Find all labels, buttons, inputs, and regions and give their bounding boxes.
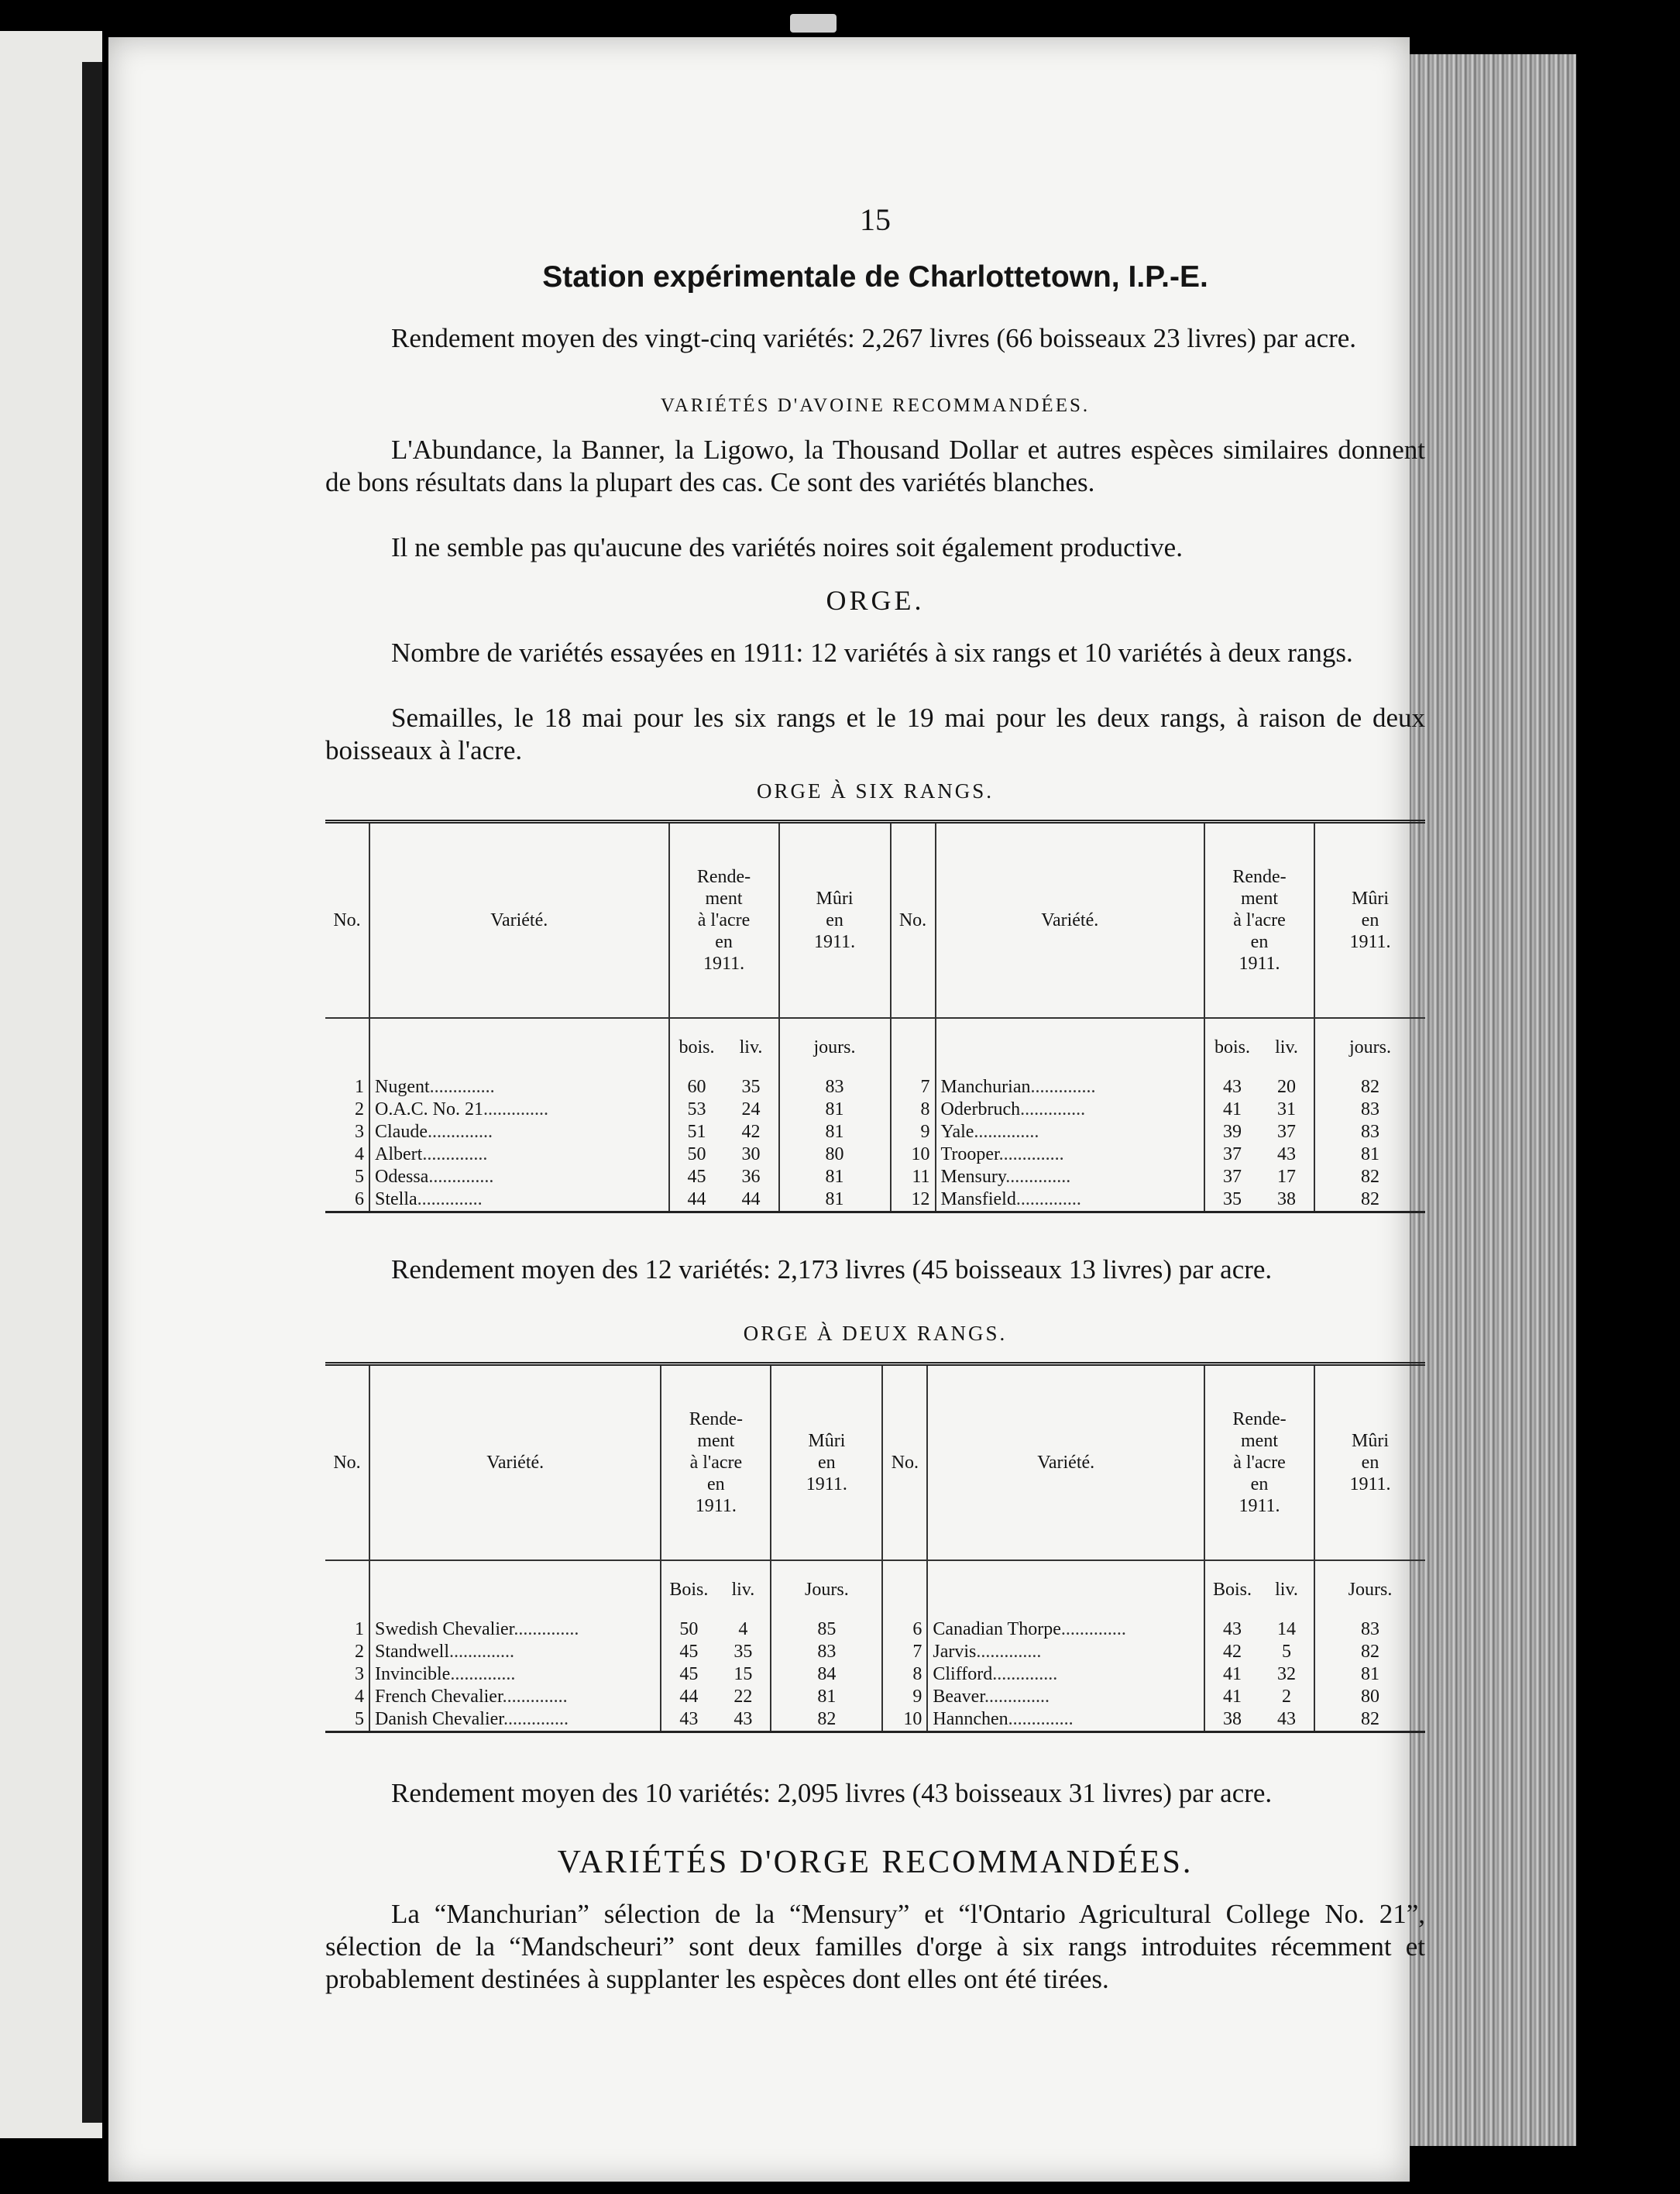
yield-bushels: 44 [687, 1189, 706, 1209]
days-to-ripen: 82 [1361, 1709, 1379, 1729]
six-row-average-paragraph: Rendement moyen des 12 variétés: 2,173 livres (45 boisseaux 13 livres) par acre. [391, 1254, 1273, 1284]
yield-bushels: 37 [1223, 1144, 1242, 1164]
row-number: 10 [891, 1143, 936, 1166]
sowing-paragraph: Semailles, le 18 mai pour les six rangs et le 19 mai pour les deux rangs, à raison de deux boisseaux à l'acre. [325, 703, 1425, 765]
yield-pounds: 42 [724, 1121, 779, 1143]
variety-name: Jarvis.............. [927, 1641, 1204, 1663]
variety-name: Beaver.............. [927, 1686, 1204, 1708]
two-row-caption: ORGE À DEUX RANGS. [743, 1322, 1008, 1345]
row-number: 7 [891, 1076, 936, 1099]
days-to-ripen: 83 [779, 1076, 891, 1099]
row-number: 5 [325, 1166, 369, 1188]
unit-bois-b: bois. [1204, 1018, 1259, 1076]
variety-name: Odessa.............. [369, 1166, 669, 1188]
unit-bois: Bois. [661, 1560, 716, 1618]
unit-liv: liv. [716, 1560, 771, 1618]
variety-name: Swedish Chevalier.............. [369, 1618, 661, 1641]
yield-bushels: 43 [1223, 1077, 1242, 1097]
varieties-tested-paragraph: Nombre de variétés essayées en 1911: 12 variétés à six rangs et 10 variétés à deux rangs. [391, 638, 1353, 668]
unit-liv: liv. [724, 1018, 779, 1076]
scan-mark [790, 14, 837, 33]
days-to-ripen: 82 [771, 1708, 882, 1732]
days-to-ripen: 83 [771, 1641, 882, 1663]
variety-name: Yale.............. [936, 1121, 1204, 1143]
col-yield-b: Rende- ment à l'acre en 1911. [1204, 822, 1314, 1019]
yield-pounds: 22 [716, 1686, 771, 1708]
row-number: 2 [325, 1099, 369, 1121]
days-to-ripen: 82 [1361, 1189, 1379, 1209]
yield-bushels: 41 [1223, 1664, 1242, 1684]
variety-name: Albert.............. [369, 1143, 669, 1166]
units-row [325, 1018, 1425, 1076]
yield-bushels: 45 [687, 1167, 706, 1187]
variety-name: Oderbruch.............. [936, 1099, 1204, 1121]
col-ripe: Mûri en 1911. [771, 1364, 882, 1561]
days-to-ripen: 83 [1361, 1122, 1379, 1142]
col-no-b: No. [882, 1364, 927, 1561]
table-row [325, 1188, 1425, 1212]
row-number: 10 [882, 1708, 927, 1732]
yield-pounds: 44 [724, 1188, 779, 1212]
yield-bushels: 43 [1223, 1619, 1242, 1639]
days-to-ripen: 81 [771, 1686, 882, 1708]
yield-bushels: 41 [1223, 1099, 1242, 1119]
row-number: 7 [882, 1641, 927, 1663]
days-to-ripen: 81 [779, 1099, 891, 1121]
variety-name: Claude.............. [369, 1121, 669, 1143]
variety-name: Canadian Thorpe.............. [927, 1618, 1204, 1641]
facing-page-edge [0, 31, 102, 2138]
yield-pounds: 5 [1259, 1641, 1314, 1663]
barley-recommended-heading: VARIÉTÉS D'ORGE RECOMMANDÉES. [557, 1845, 1194, 1880]
variety-name: Trooper.............. [936, 1143, 1204, 1166]
barley-recommended-paragraph: La “Manchurian” sélection de la “Mensury” et “l'Ontario Agricultural College No. 21”, sélection de la “Mandscheuri” sont deux familles d'orge à six rangs introduites récemment et probablement destinées à supplanter les espèces dont elles ont été tirées. [325, 1899, 1425, 1994]
col-no: No. [325, 1364, 369, 1561]
yield-bushels: 50 [679, 1619, 699, 1639]
table-row [325, 1166, 1425, 1188]
yield-pounds: 14 [1259, 1618, 1314, 1641]
col-ripe-b: Mûri en 1911. [1349, 889, 1391, 952]
days-to-ripen: 80 [1361, 1687, 1379, 1707]
table-row [325, 1618, 1425, 1641]
yield-pounds: 15 [716, 1663, 771, 1686]
col-no: No. [325, 822, 369, 1019]
yield-bushels: 38 [1223, 1709, 1242, 1729]
days-to-ripen: 83 [1361, 1099, 1379, 1119]
yield-pounds: 32 [1259, 1663, 1314, 1686]
yield-pounds: 38 [1259, 1188, 1314, 1212]
two-row-barley-table [325, 1362, 1425, 1733]
variety-name: Standwell.............. [369, 1641, 661, 1663]
unit-liv-b: liv. [1259, 1560, 1314, 1618]
days-to-ripen: 84 [771, 1663, 882, 1686]
yield-pounds: 43 [716, 1708, 771, 1732]
table-row [325, 1076, 1425, 1099]
unit-jours-b: Jours. [1314, 1560, 1425, 1618]
table-row [325, 1143, 1425, 1166]
yield-bushels: 42 [1223, 1642, 1242, 1662]
col-yield: Rende- ment à l'acre en 1911. [669, 822, 779, 1019]
table-row [325, 1099, 1425, 1121]
days-to-ripen: 82 [1361, 1167, 1379, 1187]
table-row [325, 1686, 1425, 1708]
days-to-ripen: 81 [1361, 1144, 1379, 1164]
col-yield-b: Rende- ment à l'acre en 1911. [1204, 1364, 1314, 1561]
table-row [325, 1121, 1425, 1143]
days-to-ripen: 81 [779, 1121, 891, 1143]
yield-pounds: 37 [1259, 1121, 1314, 1143]
units-row [325, 1560, 1425, 1618]
oats-recommended-paragraph: L'Abundance, la Banner, la Ligowo, la Thousand Dollar et autres espèces similaires donnent de bons résultats dans la plupart des cas. Ce sont des variétés blanches. [325, 435, 1425, 497]
yield-bushels: 43 [679, 1709, 699, 1729]
row-number: 1 [325, 1618, 369, 1641]
barley-heading: ORGE. [826, 585, 925, 616]
row-number: 5 [325, 1708, 369, 1732]
col-ripe: Mûri en 1911. [779, 822, 891, 1019]
oats-recommended-heading: VARIÉTÉS D'AVOINE RECOMMANDÉES. [660, 395, 1091, 416]
col-variety-b: Variété. [936, 822, 1204, 1019]
variety-name: Nugent.............. [369, 1076, 669, 1099]
unit-jours: Jours. [771, 1560, 882, 1618]
yield-pounds: 30 [724, 1143, 779, 1166]
yield-bushels: 37 [1223, 1167, 1242, 1187]
row-number: 6 [882, 1618, 927, 1641]
col-variety-b: Variété. [927, 1364, 1204, 1561]
variety-name: Danish Chevalier.............. [369, 1708, 661, 1732]
unit-jours: jours. [779, 1018, 891, 1076]
book-page [108, 37, 1425, 2182]
yield-bushels: 35 [1223, 1189, 1242, 1209]
yield-pounds: 17 [1259, 1166, 1314, 1188]
yield-pounds: 20 [1259, 1076, 1314, 1099]
row-number: 8 [891, 1099, 936, 1121]
col-variety: Variété. [369, 1364, 661, 1561]
yield-bushels: 41 [1223, 1687, 1242, 1707]
days-to-ripen: 83 [1361, 1619, 1379, 1639]
table-header [325, 822, 1425, 1019]
row-number: 9 [882, 1686, 927, 1708]
row-number: 6 [325, 1188, 369, 1212]
days-to-ripen: 81 [1361, 1664, 1379, 1684]
unit-jours-b: jours. [1314, 1018, 1425, 1076]
black-varieties-paragraph: Il ne semble pas qu'aucune des variétés noires soit également productive. [391, 532, 1183, 562]
yield-bushels: 53 [687, 1099, 706, 1119]
unit-liv-b: liv. [1259, 1018, 1314, 1076]
book-spine [82, 62, 102, 2123]
table-row [325, 1641, 1425, 1663]
yield-pounds: 35 [716, 1641, 771, 1663]
days-to-ripen: 81 [779, 1188, 891, 1212]
days-to-ripen: 81 [779, 1166, 891, 1188]
table-row [325, 1708, 1425, 1732]
row-number: 4 [325, 1686, 369, 1708]
row-number: 3 [325, 1121, 369, 1143]
row-number: 4 [325, 1143, 369, 1166]
days-to-ripen: 80 [779, 1143, 891, 1166]
row-number: 12 [891, 1188, 936, 1212]
yield-pounds: 43 [1259, 1708, 1314, 1732]
row-number: 9 [891, 1121, 936, 1143]
variety-name: Clifford.............. [927, 1663, 1204, 1686]
yield-bushels: 50 [687, 1144, 706, 1164]
yield-pounds: 36 [724, 1166, 779, 1188]
page-title: Station expérimentale de Charlottetown, I.P.-E. [542, 260, 1208, 294]
page-stack-edge [1410, 54, 1576, 2146]
row-number: 2 [325, 1641, 369, 1663]
yield-bushels: 45 [679, 1642, 699, 1662]
yield-bushels: 45 [679, 1664, 699, 1684]
variety-name: Manchurian.............. [936, 1076, 1204, 1099]
col-ripe-b: Mûri en 1911. [1349, 1431, 1391, 1494]
col-variety: Variété. [369, 822, 669, 1019]
unit-bois-b: Bois. [1204, 1560, 1259, 1618]
six-row-barley-table [325, 820, 1425, 1213]
page-number: 15 [860, 202, 891, 237]
variety-name: Stella.............. [369, 1188, 669, 1212]
variety-name: Mansfield.............. [936, 1188, 1204, 1212]
yield-pounds: 24 [724, 1099, 779, 1121]
unit-bois: bois. [669, 1018, 724, 1076]
row-number: 1 [325, 1076, 369, 1099]
yield-pounds: 31 [1259, 1099, 1314, 1121]
two-row-average-paragraph: Rendement moyen des 10 variétés: 2,095 livres (43 boisseaux 31 livres) par acre. [391, 1778, 1273, 1808]
row-number: 11 [891, 1166, 936, 1188]
yield-bushels: 60 [687, 1077, 706, 1097]
yield-bushels: 51 [687, 1122, 706, 1142]
yield-pounds: 4 [716, 1618, 771, 1641]
six-row-caption: ORGE À SIX RANGS. [756, 779, 995, 803]
row-number: 3 [325, 1663, 369, 1686]
yield-bushels: 39 [1223, 1122, 1242, 1142]
col-yield: Rende- ment à l'acre en 1911. [661, 1364, 771, 1561]
table-header [325, 1364, 1425, 1561]
col-no-b: No. [891, 822, 936, 1019]
days-to-ripen: 82 [1361, 1077, 1379, 1097]
yield-pounds: 2 [1259, 1686, 1314, 1708]
days-to-ripen: 85 [771, 1618, 882, 1641]
variety-name: Hannchen.............. [927, 1708, 1204, 1732]
oat-average-paragraph: Rendement moyen des vingt-cinq variétés: 2,267 livres (66 boisseaux 23 livres) par acre. [391, 323, 1357, 353]
yield-pounds: 35 [724, 1076, 779, 1099]
row-number: 8 [882, 1663, 927, 1686]
days-to-ripen: 82 [1361, 1642, 1379, 1662]
table-row [325, 1663, 1425, 1686]
variety-name: French Chevalier.............. [369, 1686, 661, 1708]
variety-name: Mensury.............. [936, 1166, 1204, 1188]
variety-name: Invincible.............. [369, 1663, 661, 1686]
yield-bushels: 44 [679, 1687, 699, 1707]
variety-name: O.A.C. No. 21.............. [369, 1099, 669, 1121]
yield-pounds: 43 [1259, 1143, 1314, 1166]
